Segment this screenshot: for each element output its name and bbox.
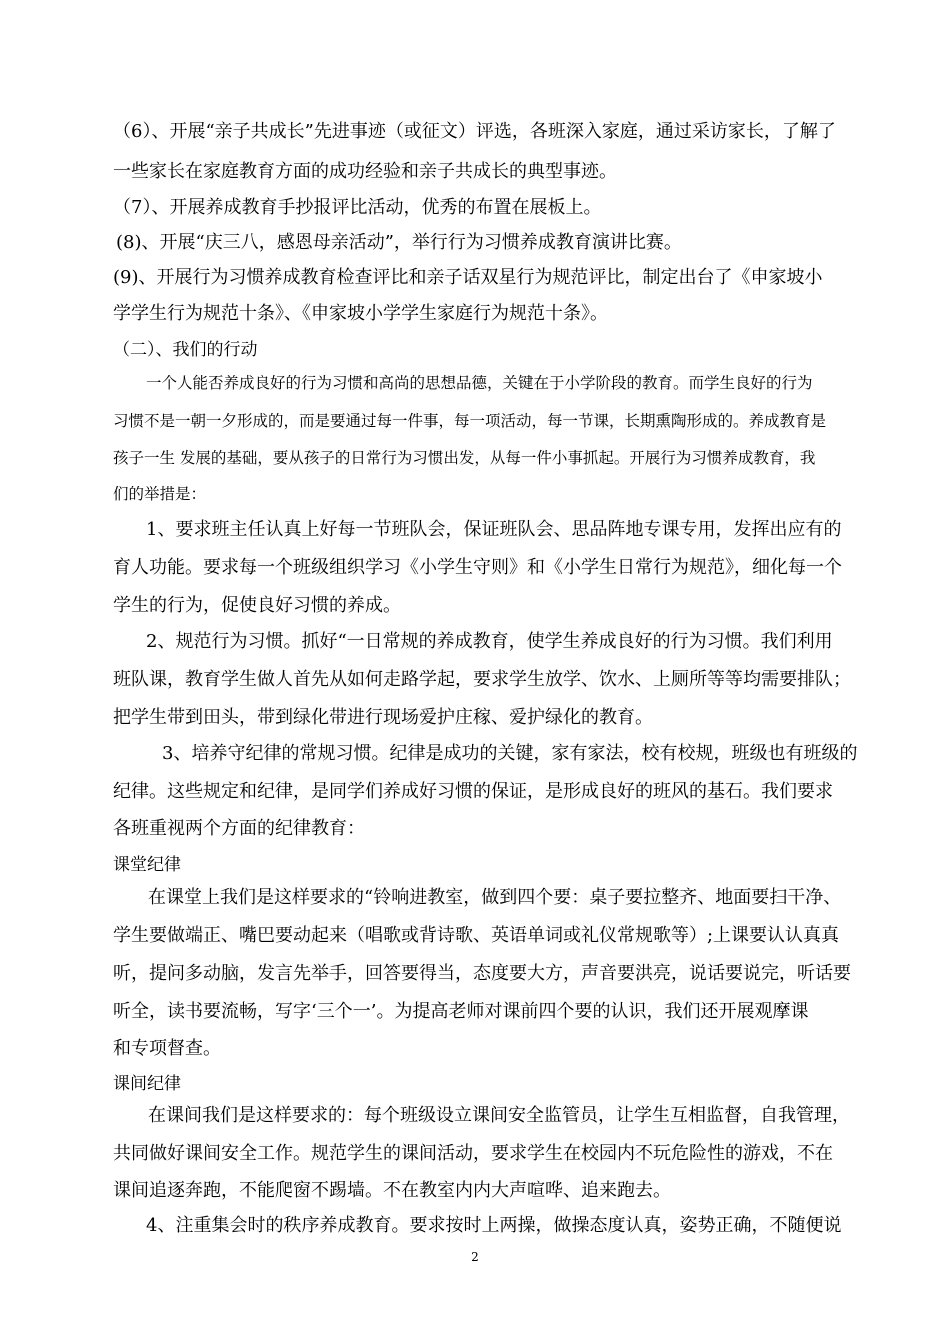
paragraph-line: 在课间我们是这样要求的：每个班级设立课间安全监管员，让学生互相监督，自我管理， xyxy=(148,1105,850,1126)
page-number: 2 xyxy=(471,1250,479,1264)
paragraph-line: (8)、开展“庆三八，感恩母亲活动”，举行行为习惯养成教育演讲比赛。 xyxy=(116,232,682,253)
paragraph-line: (9)、开展行为习惯养成教育检查评比和亲子话双星行为规范评比，制定出台了《申家坡小 xyxy=(113,267,823,288)
paragraph-line: 育人功能。要求每一个班级组织学习《小学生守则》和《小学生日常行为规范》，细化每一个 xyxy=(113,557,842,578)
paragraph-line: 学生要做端正、嘴巴要动起来（唱歌或背诗歌、英语单词或礼仪常规歌等）;上课要认认真真 xyxy=(113,925,840,946)
paragraph-line: 在课堂上我们是这样要求的“铃响进教室，做到四个要：桌子要拉整齐、地面要扫干净、 xyxy=(148,887,842,908)
paragraph-line: 班队课，教育学生做人首先从如何走路学起，要求学生放学、饮水、上厕所等等均需要排队； xyxy=(113,669,851,690)
paragraph-line: （7）、开展养成教育手抄报评比活动，优秀的布置在展板上。 xyxy=(113,197,602,218)
paragraph-line: 共同做好课间安全工作。规范学生的课间活动，要求学生在校园内不玩危险性的游戏，不在 xyxy=(113,1143,833,1164)
paragraph-line: 各班重视两个方面的纪律教育： xyxy=(113,818,365,839)
paragraph-line: 听，提问多动脑，发言先举手，回答要得当，态度要大方，声音要洪亮，说话要说完，听话要 xyxy=(113,963,851,984)
paragraph-line: 听全，读书要流畅，写字‘三个一’。为提高老师对课前四个要的认识，我们还开展观摩课 xyxy=(113,1001,809,1022)
paragraph-line: （6）、开展“亲子共成长”先进事迹（或征文）评选，各班深入家庭，通过采访家长，了解了 xyxy=(113,121,836,142)
paragraph-line: 一些家长在家庭教育方面的成功经验和亲子共成长的典型事迹。 xyxy=(113,161,617,182)
paragraph-line: 和专项督查。 xyxy=(113,1038,221,1059)
paragraph-line: 纪律。这些规定和纪律，是同学们养成好习惯的保证，是形成良好的班风的基石。我们要求 xyxy=(113,781,833,802)
paragraph-line: 1、要求班主任认真上好每一节班队会，保证班队会、思品阵地专课专用，发挥出应有的 xyxy=(146,519,842,540)
paragraph-line: 学学生行为规范十条》、《申家坡小学学生家庭行为规范十条》。 xyxy=(113,303,608,324)
paragraph-line: 学生的行为，促使良好习惯的养成。 xyxy=(113,595,401,616)
section-heading: （二）、我们的行动 xyxy=(113,340,258,360)
paragraph-line: 2、规范行为习惯。抓好“一日常规的养成教育，使学生养成良好的行为习惯。我们利用 xyxy=(146,631,833,652)
paragraph-line: 3、培养守纪律的常规习惯。纪律是成功的关键，家有家法，校有校规，班级也有班级的 xyxy=(162,743,858,764)
subsection-heading: 课间纪律 xyxy=(113,1074,181,1094)
paragraph-line: 4、注重集会时的秩序养成教育。要求按时上两操，做操态度认真，姿势正确，不随便说 xyxy=(146,1215,842,1236)
paragraph-line: 习惯不是一朝一夕形成的，而是要通过每一件事，每一项活动，每一节课，长期熏陶形成的。养成教育是 xyxy=(113,412,827,430)
subsection-heading: 课堂纪律 xyxy=(113,855,181,875)
paragraph-line: 们的举措是： xyxy=(113,485,207,503)
paragraph-line: 一个人能否养成良好的行为习惯和高尚的思想品德，关键在于小学阶段的教育。而学生良好的行为 xyxy=(146,374,813,392)
paragraph-line: 课间追逐奔跑，不能爬窗不踢墙。不在教室内内大声喧哗、追来跑去。 xyxy=(113,1180,671,1201)
paragraph-line: 把学生带到田头，带到绿化带进行现场爱护庄稼、爱护绿化的教育。 xyxy=(113,707,653,728)
paragraph-line: 孩子一生 发展的基础，要从孩子的日常行为习惯出发，从每一件小事抓起。开展行为习惯养成教育，我 xyxy=(113,449,816,467)
